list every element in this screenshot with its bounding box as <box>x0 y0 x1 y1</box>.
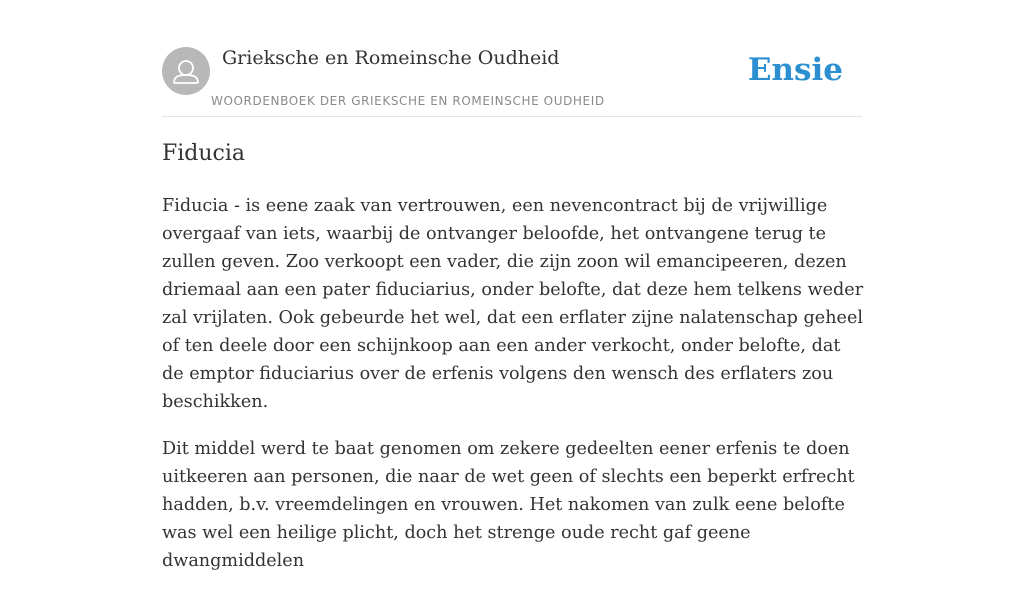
dictionary-subtitle[interactable]: WOORDENBOEK DER GRIEKSCHE EN ROMEINSCHE OUDHEID <box>211 94 605 108</box>
dictionary-title[interactable]: Grieksche en Romeinsche Oudheid <box>222 47 560 69</box>
entry-title: Fiducia <box>162 141 246 166</box>
dictionary-header <box>162 0 862 117</box>
ensie-logo[interactable]: Ensie <box>747 52 843 88</box>
entry-paragraph: Fiducia - is eene zaak van vertrouwen, een nevencontract bij de vrijwillige overgaaf van iets, waarbij de ontvanger beloofde, het ontvangene terug te zullen geven. Zoo verkoopt een vader, die zijn zoon wil emancipeeren, dezen driemaal aan een pater fiduciarius, onder belofte, dat deze hem telkens weder zal vrijlaten. Ook gebeurde het wel, dat een erflater zijne nalatenschap geheel of ten deele door een schijnkoop aan een ander verkocht, onder belofte, dat de emptor fiduciarius over de erfenis volgens den wensch des erflaters zou beschikken. <box>162 196 864 412</box>
entry-body <box>162 192 864 594</box>
entry-paragraph: Dit middel werd te baat genomen om zekere gedeelten eener erfenis te doen uitkeeren aan personen, die naar de wet geen of slechts een beperkt erfrecht hadden, b.v. vreemdelingen en vrouwen. Het nakomen van zulk eene belofte was wel een heilige plicht, doch het strenge oude recht gaf geene dwangmiddelen <box>162 439 855 571</box>
user-silhouette-icon[interactable] <box>162 47 210 95</box>
